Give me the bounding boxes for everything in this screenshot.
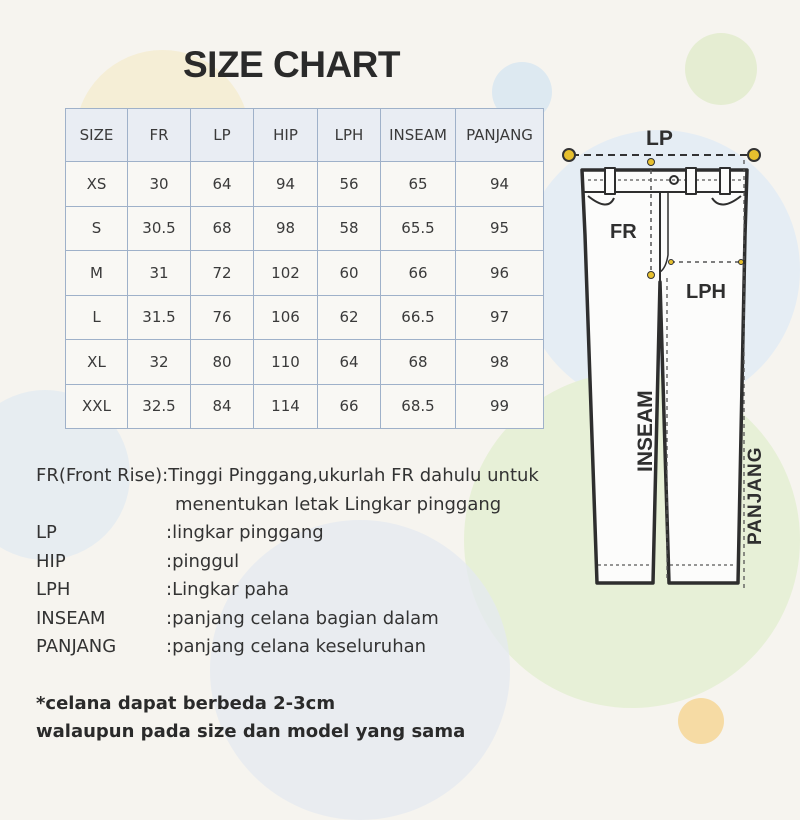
header-hip: HIP bbox=[254, 109, 318, 162]
legend-desc: :lingkar pinggang bbox=[166, 522, 324, 543]
table-cell: 32 bbox=[128, 340, 191, 385]
fr-top-dot bbox=[648, 159, 655, 166]
table-cell: 62 bbox=[318, 295, 381, 340]
table-cell: 65.5 bbox=[381, 206, 456, 251]
lp-left-dot bbox=[563, 149, 575, 161]
table-cell: L bbox=[66, 295, 128, 340]
header-lp: LP bbox=[191, 109, 254, 162]
legend-desc-continued: menentukan letak Lingkar pinggang bbox=[175, 493, 502, 515]
header-fr: FR bbox=[128, 109, 191, 162]
table-cell: 56 bbox=[318, 162, 381, 207]
table-cell: 97 bbox=[456, 295, 544, 340]
table-cell: 31.5 bbox=[128, 295, 191, 340]
pants-icon bbox=[582, 168, 747, 583]
legend-term: LP bbox=[36, 522, 57, 543]
panjang-label: PANJANG bbox=[745, 446, 766, 545]
legend-term: PANJANG bbox=[36, 636, 117, 657]
table-cell: 66 bbox=[318, 384, 381, 429]
table-cell: 58 bbox=[318, 206, 381, 251]
table-cell: 80 bbox=[191, 340, 254, 385]
inseam-label: INSEAM bbox=[634, 390, 657, 472]
table-cell: 110 bbox=[254, 340, 318, 385]
table-cell: XS bbox=[66, 162, 128, 207]
fr-label: FR bbox=[610, 221, 637, 243]
table-cell: XXL bbox=[66, 384, 128, 429]
note-line-2: walaupun pada size dan model yang sama bbox=[36, 721, 466, 742]
table-cell: 96 bbox=[456, 251, 544, 296]
table-cell: 94 bbox=[456, 162, 544, 207]
table-cell: 106 bbox=[254, 295, 318, 340]
legend-desc: :pinggul bbox=[166, 550, 240, 572]
table-cell: 68 bbox=[191, 206, 254, 251]
lp-label: LP bbox=[646, 127, 673, 150]
table-cell: 64 bbox=[191, 162, 254, 207]
table-cell: 64 bbox=[318, 340, 381, 385]
table-cell: 95 bbox=[456, 206, 544, 251]
legend-desc: :Tinggi Pinggang,ukurlah FR dahulu untuk bbox=[162, 465, 539, 486]
legend-desc: :panjang celana bagian dalam bbox=[166, 607, 439, 629]
table-cell: 68 bbox=[381, 340, 456, 385]
table-cell: 32.5 bbox=[128, 384, 191, 429]
table-cell: 99 bbox=[456, 384, 544, 429]
lph-left-dot bbox=[669, 260, 674, 265]
table-cell: 114 bbox=[254, 384, 318, 429]
lph-right-dot bbox=[739, 260, 744, 265]
table-cell: 66.5 bbox=[381, 295, 456, 340]
legend-desc: :panjang celana keseluruhan bbox=[166, 636, 427, 657]
legend-term: FR(Front Rise) bbox=[36, 465, 163, 486]
lph-label: LPH bbox=[686, 281, 726, 303]
table-cell: 65 bbox=[381, 162, 456, 207]
lp-right-dot bbox=[748, 149, 760, 161]
table-cell: 94 bbox=[254, 162, 318, 207]
table-cell: 31 bbox=[128, 251, 191, 296]
table-cell: 84 bbox=[191, 384, 254, 429]
table-cell: 68.5 bbox=[381, 384, 456, 429]
header-inseam: INSEAM bbox=[381, 109, 456, 162]
legend-term: INSEAM bbox=[36, 607, 106, 629]
legend-term: HIP bbox=[36, 550, 66, 572]
note-line-1: *celana dapat berbeda 2-3cm bbox=[36, 693, 336, 714]
legend-term: LPH bbox=[36, 579, 71, 600]
table-cell: S bbox=[66, 206, 128, 251]
table-cell: M bbox=[66, 251, 128, 296]
fr-bottom-dot bbox=[648, 272, 655, 279]
table-cell: XL bbox=[66, 340, 128, 385]
table-cell: 98 bbox=[254, 206, 318, 251]
table-cell: 30 bbox=[128, 162, 191, 207]
header-panjang: PANJANG bbox=[456, 109, 544, 162]
table-cell: 76 bbox=[191, 295, 254, 340]
table-cell: 60 bbox=[318, 251, 381, 296]
page-title: SIZE CHART bbox=[183, 44, 400, 85]
table-cell: 98 bbox=[456, 340, 544, 385]
header-size: SIZE bbox=[66, 109, 128, 162]
table-cell: 30.5 bbox=[128, 206, 191, 251]
header-lph: LPH bbox=[318, 109, 381, 162]
table-cell: 72 bbox=[191, 251, 254, 296]
legend-desc: :Lingkar paha bbox=[166, 579, 290, 600]
table-cell: 102 bbox=[254, 251, 318, 296]
table-cell: 66 bbox=[381, 251, 456, 296]
